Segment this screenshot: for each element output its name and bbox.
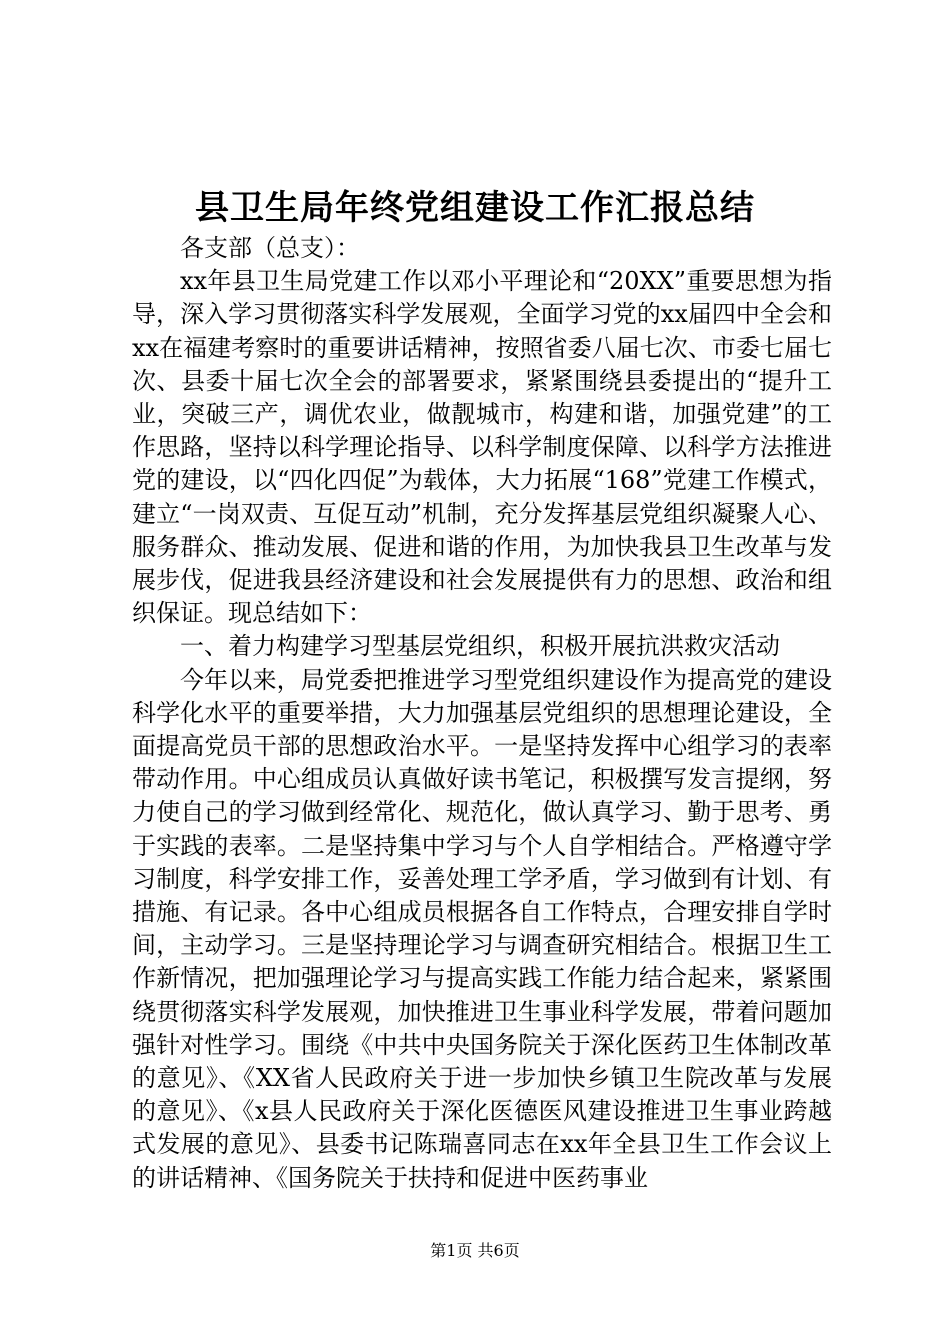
intro-paragraph: xx年县卫生局党建工作以邓小平理论和“20XX”重要思想为指导，深入学习贯彻落实科学发展观，全面学习党的xx届四中全会和xx在福建考察时的重要讲话精神，按照省委八届七次、市委七届七次、县委十届七次全会的部署要求，紧紧围绕县委提出的“提升工业，突破三产，调优农业，做靓城市，构建和谐，加强党建”的工作思路，坚持以科学理论指导、以科学制度保障、以科学方法推进党的建设，以“四化四促”为载体，大力拓展“168”党建工作模式，建立“一岗双责、互促互动”机制，充分发挥基层党组织凝聚人心、服务群众、推动发展、促进和谐的作用，为加快我县卫生改革与发展步伐，促进我县经济建设和社会发展提供有力的思想、政治和组织保证。现总结如下： [132,267,832,628]
salutation: 各支部（总支）： [180,234,360,262]
page-footer: 第1页 共6页 [430,1241,520,1260]
document-title: 县卫生局年终党组建设工作汇报总结 [195,188,755,228]
section-paragraph: 今年以来，局党委把推进学习型党组织建设作为提高党的建设科学化水平的重要举措，大力加强基层党组织的思想理论建设，全面提高党员干部的思想政治水平。一是坚持发挥中心组学习的表率带动作用。中心组成员认真做好读书笔记，积极撰写发言提纲，努力使自己的学习做到经常化、规范化，做认真学习、勤于思考、勇于实践的表率。二是坚持集中学习与个人自学相结合。严格遵守学习制度，科学安排工作，妥善处理工学矛盾，学习做到有计划、有措施、有记录。各中心组成员根据各自工作特点，合理安排自学时间，主动学习。三是坚持理论学习与调查研究相结合。根据卫生工作新情况，把加强理论学习与提高实践工作能力结合起来，紧紧围绕贯彻落实科学发展观，加快推进卫生事业科学发展，带着问题加强针对性学习。围绕《中共中央国务院关于深化医药卫生体制改革的意见》、《XX省人民政府关于进一步加快乡镇卫生院改革与发展的意见》、《x县人民政府关于深化医德医风建设推进卫生事业跨越式发展的意见》、县委书记陈瑞喜同志在xx年全县卫生工作会议上的讲话精神、《国务院关于扶持和促进中医药事业 [132,665,832,1192]
document-body [132,232,832,1195]
section-heading: 一、着力构建学习型基层党组织，积极开展抗洪救灾活动 [180,632,780,661]
